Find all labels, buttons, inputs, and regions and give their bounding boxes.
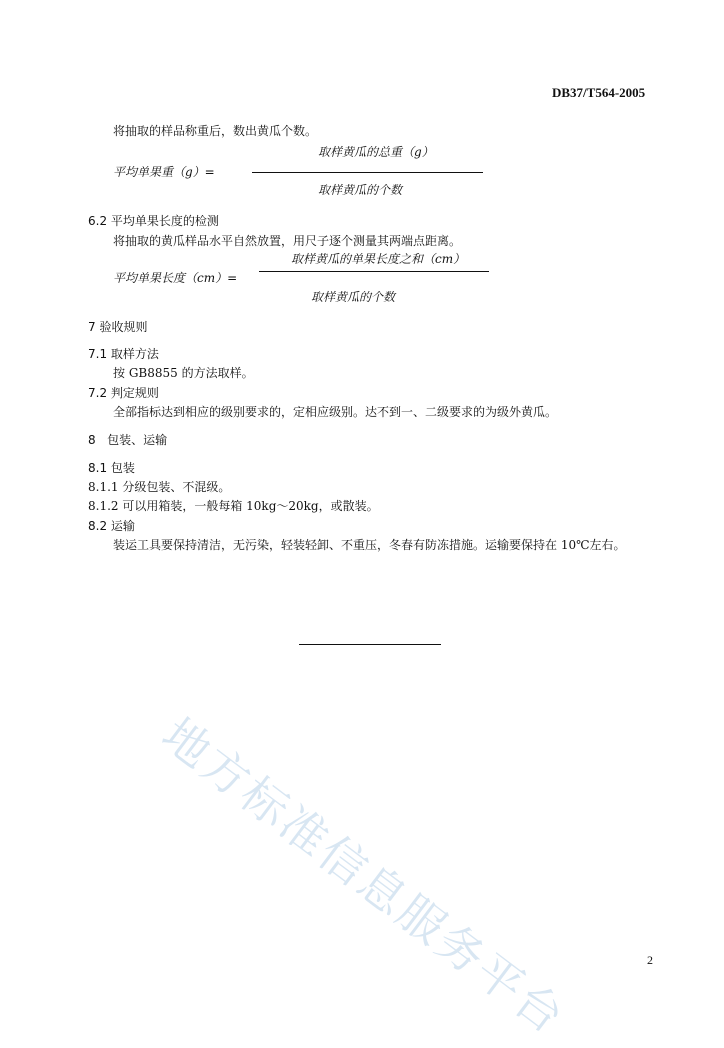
section-8-2-text: 装运工具要保持清洁，无污染，轻装轻卸、不重压，冬春有防冻措施。运输要保持在 10℃左右。	[113, 538, 626, 552]
section-8-1-heading: 8.1 包装	[88, 461, 135, 475]
section-7-1-text: 按 GB8855 的方法取样。	[113, 366, 254, 380]
section-6-2-text: 将抽取的黄瓜样品水平自然放置，用尺子逐个测量其两端点距离。	[113, 234, 462, 248]
formula1-label: 平均单果重（g）=	[113, 165, 215, 179]
intro-text: 将抽取的样品称重后，数出黄瓜个数。	[113, 124, 318, 138]
section-7-2-text: 全部指标达到相应的级别要求的，定相应级别。达不到一、二级要求的为级外黄瓜。	[113, 405, 558, 419]
formula2-numerator: 取样黄瓜的单果长度之和（cm）	[291, 252, 466, 266]
section-7-heading: 7 验收规则	[88, 320, 148, 334]
section-6-2-heading: 6.2 平均单果长度的检测	[88, 214, 219, 228]
section-8-heading: 8 包装、运输	[88, 433, 168, 447]
end-rule	[299, 644, 441, 645]
formula2-fraction-bar	[259, 271, 489, 272]
section-8-1-2-item: 8.1.2 可以用箱装，一般每箱 10kg～20kg，或散装。	[88, 499, 379, 513]
page-number: 2	[647, 953, 653, 967]
section-7-2-heading: 7.2 判定规则	[88, 386, 159, 400]
formula2-denominator: 取样黄瓜的个数	[311, 290, 396, 304]
formula1-fraction-bar	[252, 172, 483, 173]
section-7-1-heading: 7.1 取样方法	[88, 347, 159, 361]
formula1-numerator: 取样黄瓜的总重（g）	[318, 145, 434, 159]
formula2-label: 平均单果长度（cm）=	[113, 271, 238, 285]
watermark: 地方标准信息服务平台	[152, 707, 576, 1046]
section-8-1-1-item: 8.1.1 分级包装、不混级。	[88, 480, 231, 494]
formula1-denominator: 取样黄瓜的个数	[318, 183, 403, 197]
section-8-2-heading: 8.2 运输	[88, 519, 135, 533]
standard-code: DB37/T564-2005	[552, 85, 646, 100]
